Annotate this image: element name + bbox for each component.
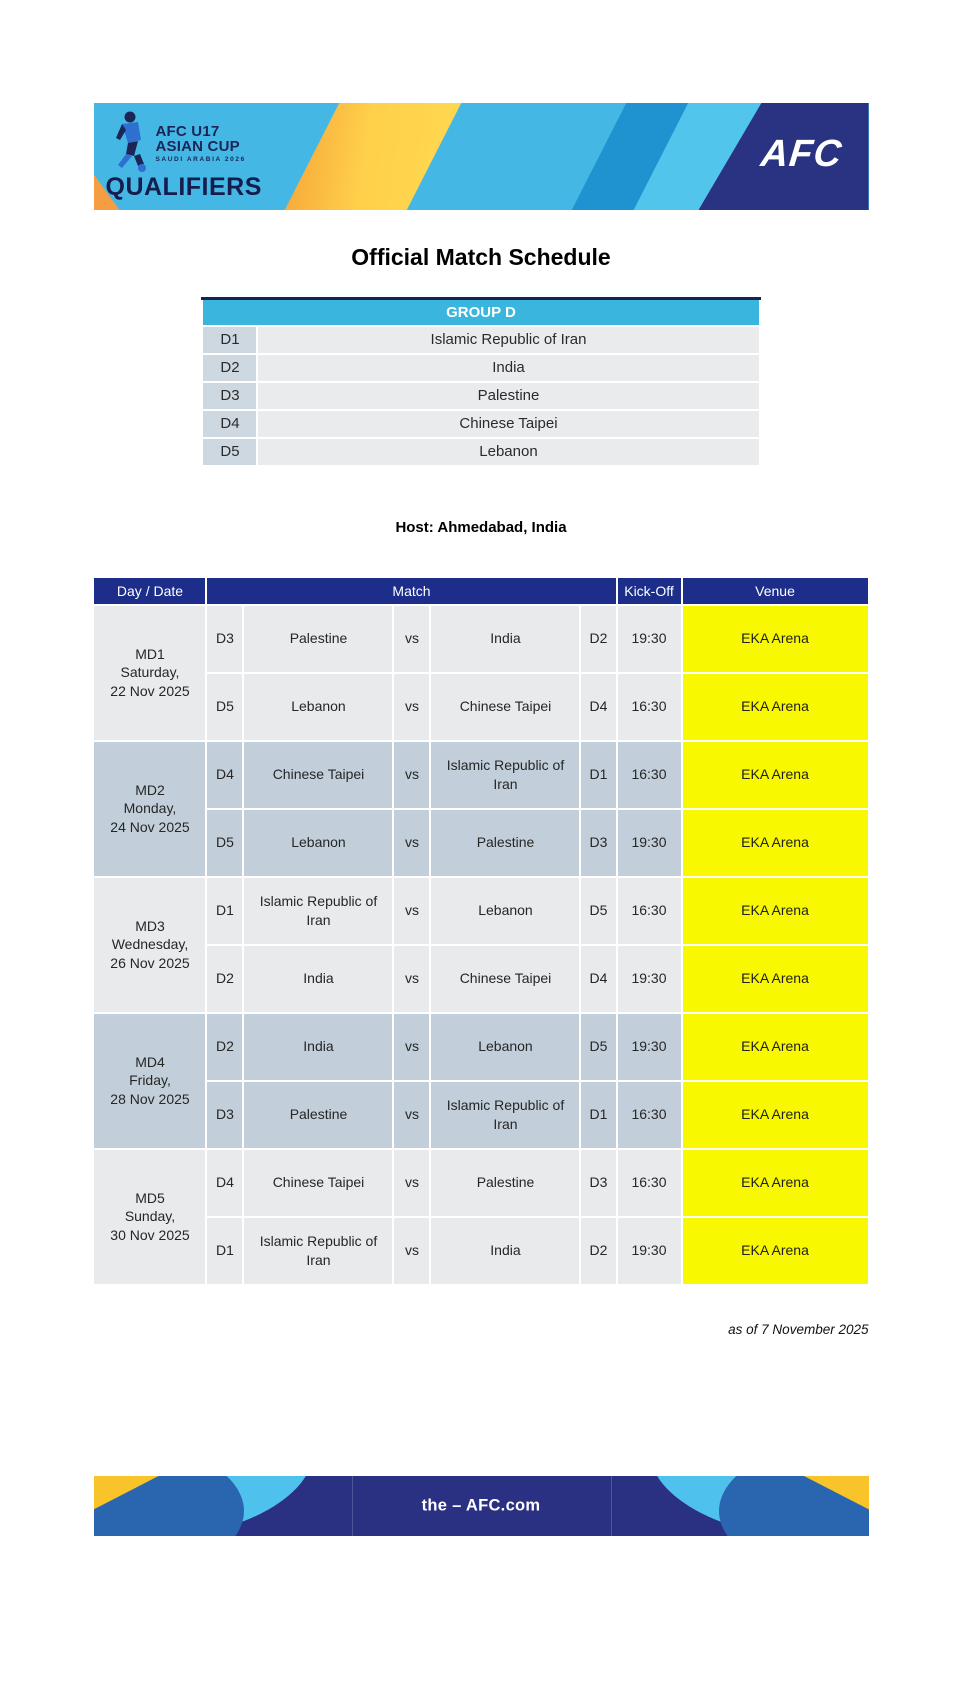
- match-row: [93, 1149, 868, 1217]
- bottom-banner: [94, 1476, 869, 1536]
- afc-website-label: the – AFC.com: [421, 1496, 541, 1514]
- venue-cell: EKA Arena: [682, 673, 869, 741]
- home-code-cell: D1: [206, 1217, 243, 1285]
- venue-cell: EKA Arena: [682, 809, 869, 877]
- away-team-cell: India: [430, 1217, 580, 1285]
- kickoff-cell: 16:30: [617, 877, 682, 945]
- away-team-cell: Palestine: [430, 809, 580, 877]
- team-code-cell: D1: [202, 326, 257, 354]
- logo-subtitle: SAUDI ARABIA 2026: [155, 156, 246, 163]
- kickoff-cell: 19:30: [617, 1217, 682, 1285]
- match-row: [93, 877, 868, 945]
- home-code-cell: D3: [206, 605, 243, 673]
- home-team-cell: India: [243, 1013, 393, 1081]
- kickoff-cell: 16:30: [617, 673, 682, 741]
- vs-cell: vs: [393, 673, 430, 741]
- home-code-cell: D2: [206, 1013, 243, 1081]
- vs-cell: vs: [393, 877, 430, 945]
- venue-cell: EKA Arena: [682, 1217, 869, 1285]
- team-code-cell: D5: [202, 438, 257, 466]
- match-day-cell: [93, 1149, 206, 1285]
- match-row: [93, 945, 868, 1013]
- match-day-weekday: Wednesday,: [111, 936, 189, 953]
- home-code-cell: D4: [206, 741, 243, 809]
- venue-cell: EKA Arena: [682, 605, 869, 673]
- venue-cell: EKA Arena: [682, 1081, 869, 1149]
- match-day-code: MD4: [135, 1054, 165, 1071]
- venue-cell: EKA Arena: [682, 945, 869, 1013]
- group-row: [202, 410, 759, 438]
- match-row: [93, 605, 868, 673]
- match-day-weekday: Sunday,: [124, 1208, 176, 1225]
- bottom-banner-left-decoration: [94, 1476, 294, 1536]
- team-code-cell: D2: [202, 354, 257, 382]
- match-day-date: 22 Nov 2025: [110, 682, 190, 699]
- home-code-cell: D4: [206, 1149, 243, 1217]
- away-team-cell: Islamic Republic of Iran: [430, 741, 580, 809]
- team-name-cell: Chinese Taipei: [257, 410, 759, 438]
- match-row: [93, 673, 868, 741]
- away-team-cell: Palestine: [430, 1149, 580, 1217]
- kickoff-cell: 16:30: [617, 1081, 682, 1149]
- host-line: Host: Ahmedabad, India: [395, 518, 567, 536]
- away-team-cell: Chinese Taipei: [430, 945, 580, 1013]
- match-day-cell: [93, 1013, 206, 1149]
- header-kickoff: Kick-Off: [617, 577, 682, 605]
- page-title: Official Match Schedule: [351, 244, 611, 270]
- group-table: [201, 297, 760, 467]
- match-day-date: 24 Nov 2025: [110, 818, 190, 835]
- qualifiers-label: QUALIFIERS: [105, 173, 262, 201]
- away-code-cell: D5: [580, 877, 616, 945]
- match-day-date: 26 Nov 2025: [110, 954, 190, 971]
- player-icon: [108, 110, 150, 172]
- group-row: [202, 354, 759, 382]
- team-name-cell: Islamic Republic of Iran: [257, 326, 759, 354]
- match-row: [93, 1013, 868, 1081]
- vs-cell: vs: [393, 1081, 430, 1149]
- match-row: [93, 1081, 868, 1149]
- match-row: [93, 1217, 868, 1285]
- as-of-note: as of 7 November 2025: [728, 1321, 869, 1337]
- away-code-cell: D2: [580, 605, 616, 673]
- group-row: [202, 382, 759, 410]
- home-team-cell: Palestine: [243, 1081, 393, 1149]
- away-code-cell: D3: [580, 809, 616, 877]
- team-code-cell: D4: [202, 410, 257, 438]
- venue-cell: EKA Arena: [682, 1013, 869, 1081]
- match-day-weekday: Monday,: [123, 800, 177, 817]
- away-code-cell: D2: [580, 1217, 616, 1285]
- vs-cell: vs: [393, 605, 430, 673]
- venue-cell: EKA Arena: [682, 741, 869, 809]
- venue-cell: EKA Arena: [682, 877, 869, 945]
- banner-seam: [352, 1476, 353, 1536]
- home-team-cell: Chinese Taipei: [243, 741, 393, 809]
- group-row: [202, 438, 759, 466]
- vs-cell: vs: [393, 1013, 430, 1081]
- match-day-code: MD5: [135, 1190, 165, 1207]
- logo-title-line2: ASIAN CUP: [155, 138, 240, 155]
- away-team-cell: Chinese Taipei: [430, 673, 580, 741]
- schedule-table: [92, 576, 869, 1286]
- header-venue: Venue: [682, 577, 869, 605]
- header-match: Match: [206, 577, 616, 605]
- header-day-date: Day / Date: [93, 577, 206, 605]
- home-code-cell: D5: [206, 673, 243, 741]
- kickoff-cell: 19:30: [617, 809, 682, 877]
- away-team-cell: India: [430, 605, 580, 673]
- page: [0, 103, 962, 1536]
- home-code-cell: D2: [206, 945, 243, 1013]
- venue-cell: EKA Arena: [682, 1149, 869, 1217]
- vs-cell: vs: [393, 1217, 430, 1285]
- match-day-code: MD2: [135, 782, 165, 799]
- team-name-cell: Palestine: [257, 382, 759, 410]
- home-team-cell: India: [243, 945, 393, 1013]
- match-day-weekday: Saturday,: [120, 664, 180, 681]
- logo-title-line1: AFC U17: [155, 123, 220, 140]
- kickoff-cell: 19:30: [617, 605, 682, 673]
- vs-cell: vs: [393, 945, 430, 1013]
- vs-cell: vs: [393, 809, 430, 877]
- away-code-cell: D4: [580, 673, 616, 741]
- banner-yellow-band: [278, 103, 467, 210]
- away-code-cell: D5: [580, 1013, 616, 1081]
- home-code-cell: D5: [206, 809, 243, 877]
- afc-logo: AFC: [759, 133, 845, 175]
- group-table-header: GROUP D: [202, 299, 759, 326]
- match-day-cell: [93, 605, 206, 741]
- home-team-cell: Lebanon: [243, 673, 393, 741]
- away-code-cell: D1: [580, 741, 616, 809]
- tournament-logo: [108, 110, 246, 172]
- away-code-cell: D3: [580, 1149, 616, 1217]
- home-team-cell: Palestine: [243, 605, 393, 673]
- match-day-cell: [93, 741, 206, 877]
- match-row: [93, 809, 868, 877]
- match-day-date: 28 Nov 2025: [110, 1090, 190, 1107]
- home-code-cell: D1: [206, 877, 243, 945]
- match-day-code: MD3: [135, 918, 165, 935]
- kickoff-cell: 19:30: [617, 1013, 682, 1081]
- match-day-code: MD1: [135, 646, 165, 663]
- top-banner: [94, 103, 869, 210]
- home-team-cell: Lebanon: [243, 809, 393, 877]
- away-team-cell: Lebanon: [430, 877, 580, 945]
- home-team-cell: Islamic Republic of Iran: [243, 1217, 393, 1285]
- match-day-date: 30 Nov 2025: [110, 1226, 190, 1243]
- away-team-cell: Lebanon: [430, 1013, 580, 1081]
- kickoff-cell: 16:30: [617, 1149, 682, 1217]
- home-team-cell: Chinese Taipei: [243, 1149, 393, 1217]
- team-name-cell: Lebanon: [257, 438, 759, 466]
- schedule-header-row: [93, 577, 868, 605]
- vs-cell: vs: [393, 1149, 430, 1217]
- away-code-cell: D1: [580, 1081, 616, 1149]
- home-code-cell: D3: [206, 1081, 243, 1149]
- banner-seam: [611, 1476, 612, 1536]
- match-day-cell: [93, 877, 206, 1013]
- match-row: [93, 741, 868, 809]
- match-day-weekday: Friday,: [129, 1072, 171, 1089]
- group-row: [202, 326, 759, 354]
- away-team-cell: Islamic Republic of Iran: [430, 1081, 580, 1149]
- kickoff-cell: 16:30: [617, 741, 682, 809]
- home-team-cell: Islamic Republic of Iran: [243, 877, 393, 945]
- bottom-banner-right-decoration: [669, 1476, 869, 1536]
- team-code-cell: D3: [202, 382, 257, 410]
- away-code-cell: D4: [580, 945, 616, 1013]
- vs-cell: vs: [393, 741, 430, 809]
- team-name-cell: India: [257, 354, 759, 382]
- kickoff-cell: 19:30: [617, 945, 682, 1013]
